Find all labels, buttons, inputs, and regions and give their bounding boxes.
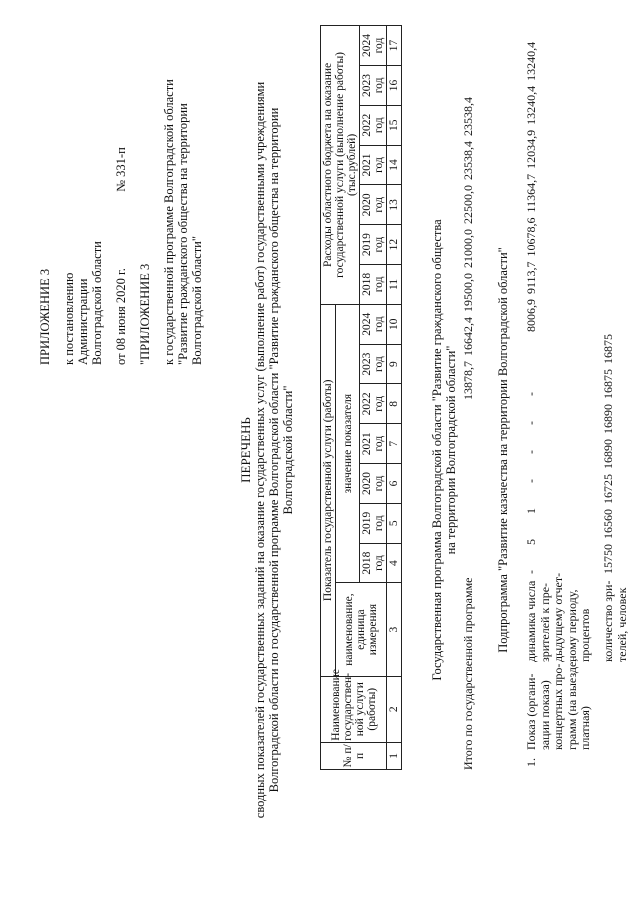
- indicator-1-name: [525, 573, 593, 662]
- document-page: [30, 20, 629, 880]
- col-number: 6: [387, 464, 402, 504]
- header-indicator-group: Показатель государственной услуги (работы): [321, 304, 336, 676]
- document-title: [238, 20, 295, 880]
- col-number: 1: [387, 742, 402, 769]
- col-number: 9: [387, 344, 402, 384]
- program-heading: [430, 20, 458, 880]
- col-number: 10: [387, 304, 402, 344]
- indicator-line: процентов: [578, 608, 592, 662]
- program-line-1: Государственная программа Волгоградской области "Развитие гражданского общества: [430, 219, 444, 681]
- row-service-name: [525, 659, 593, 750]
- header-year: 2019 год: [360, 503, 387, 543]
- indicator-line: зрителей к пре-: [537, 582, 552, 662]
- indicator-line: количество зри-: [601, 580, 615, 662]
- col-number: 14: [387, 145, 402, 185]
- appendix2-label: "ПРИЛОЖЕНИЕ 3: [138, 263, 152, 365]
- col-number: 3: [387, 583, 402, 676]
- title-line-2: Волгоградской области по государственной программе Волгоградской области "Развитие гражданского общества на территории: [267, 107, 281, 793]
- row-service-line: грамм (на выезде,: [564, 658, 579, 750]
- appendix-header: [38, 79, 204, 365]
- header-year: 2020 год: [360, 464, 387, 504]
- indicator-line: динамика числа: [524, 580, 538, 662]
- header-year: 2024 год: [360, 304, 387, 344]
- title-line-3: Волгоградской области": [281, 385, 295, 515]
- resolution-number: № 331-п: [114, 147, 128, 192]
- header-year: 2020 год: [360, 185, 387, 225]
- title-main: ПЕРЕЧЕНЬ: [238, 417, 253, 483]
- col-number: 2: [387, 676, 402, 742]
- header-name-unit: наименование, единица измерения: [336, 583, 387, 676]
- program-line-2: "Развитие гражданского общества на территории: [176, 103, 190, 365]
- program-line-1: к государственной программе Волгоградской области: [162, 79, 176, 365]
- header-year: 2024 год: [360, 26, 387, 66]
- header-value: значение показателя: [336, 304, 360, 583]
- row-service-line: зации показа): [537, 680, 552, 750]
- header-year: 2023 год: [360, 66, 387, 106]
- row-service-line: платная): [578, 706, 592, 750]
- title-line-1: сводных показателей государственных заданий на оказание государственных услуг (выполнение работ) государственными учреждениями: [253, 81, 267, 819]
- program-line-3: Волгоградской области": [190, 236, 204, 365]
- col-number: 13: [387, 185, 402, 225]
- header-year: 2022 год: [360, 384, 387, 424]
- col-number: 4: [387, 543, 402, 583]
- header-num: № п/п: [321, 742, 387, 769]
- row-service-line: Показ (органи-: [524, 673, 538, 750]
- resolution-line-3: Волгоградской области: [90, 241, 104, 365]
- col-number: 8: [387, 384, 402, 424]
- header-expenses: Расходы областного бюджета на оказание государственной услуги (выполнение работы) (тыс.рублей): [321, 26, 360, 305]
- program-line-2: на территории Волгоградской области": [444, 345, 458, 555]
- subprogram-heading: Подпрограмма "Развитие казачества на территории Волгоградской области": [496, 247, 510, 653]
- header-year: 2019 год: [360, 225, 387, 265]
- header-service: Наименование государствен-ной услуги (работы): [321, 676, 387, 742]
- header-year: 2022 год: [360, 105, 387, 145]
- indicator-1-values: - 5 1 - - - -: [524, 392, 538, 574]
- resolution-line-1: к постановлению: [62, 272, 76, 365]
- indicator-2-name: [602, 581, 629, 662]
- appendix-label: ПРИЛОЖЕНИЕ 3: [38, 268, 52, 365]
- col-number: 11: [387, 265, 402, 305]
- col-number: 15: [387, 105, 402, 145]
- indicators-table-header: [320, 25, 402, 770]
- header-year: 2021 год: [360, 145, 387, 185]
- col-number: 12: [387, 225, 402, 265]
- total-values: 13878,7 16642,4 19500,0 21000,0 22500,0 23538,4 23538,4: [461, 97, 475, 400]
- indicator-line: ному периоду,: [564, 589, 579, 662]
- header-year: 2018 год: [360, 543, 387, 583]
- row-service-line: концертных про-: [551, 663, 565, 750]
- total-label: Итого по государственной программе: [461, 577, 475, 770]
- indicator-2-values: 15750 16560 16725 16890 16890 16875 16875: [601, 334, 615, 574]
- indicator-line: телей, человек: [614, 587, 629, 662]
- header-year: 2018 год: [360, 265, 387, 305]
- col-number: 5: [387, 503, 402, 543]
- indicator-1-expenses: 8006,9 9113,7 10678,6 11364,7 12034,9 13240,4 13240,4: [524, 41, 538, 332]
- col-number: 16: [387, 66, 402, 106]
- row-number: 1.: [524, 758, 538, 767]
- header-year: 2021 год: [360, 424, 387, 464]
- col-number: 17: [387, 26, 402, 66]
- header-year: 2023 год: [360, 344, 387, 384]
- indicator-line: дыдущему отчет-: [551, 572, 565, 662]
- date-line: от 08 июня 2020 г.: [114, 268, 128, 365]
- col-number: 7: [387, 424, 402, 464]
- resolution-line-2: Администрации: [76, 278, 90, 365]
